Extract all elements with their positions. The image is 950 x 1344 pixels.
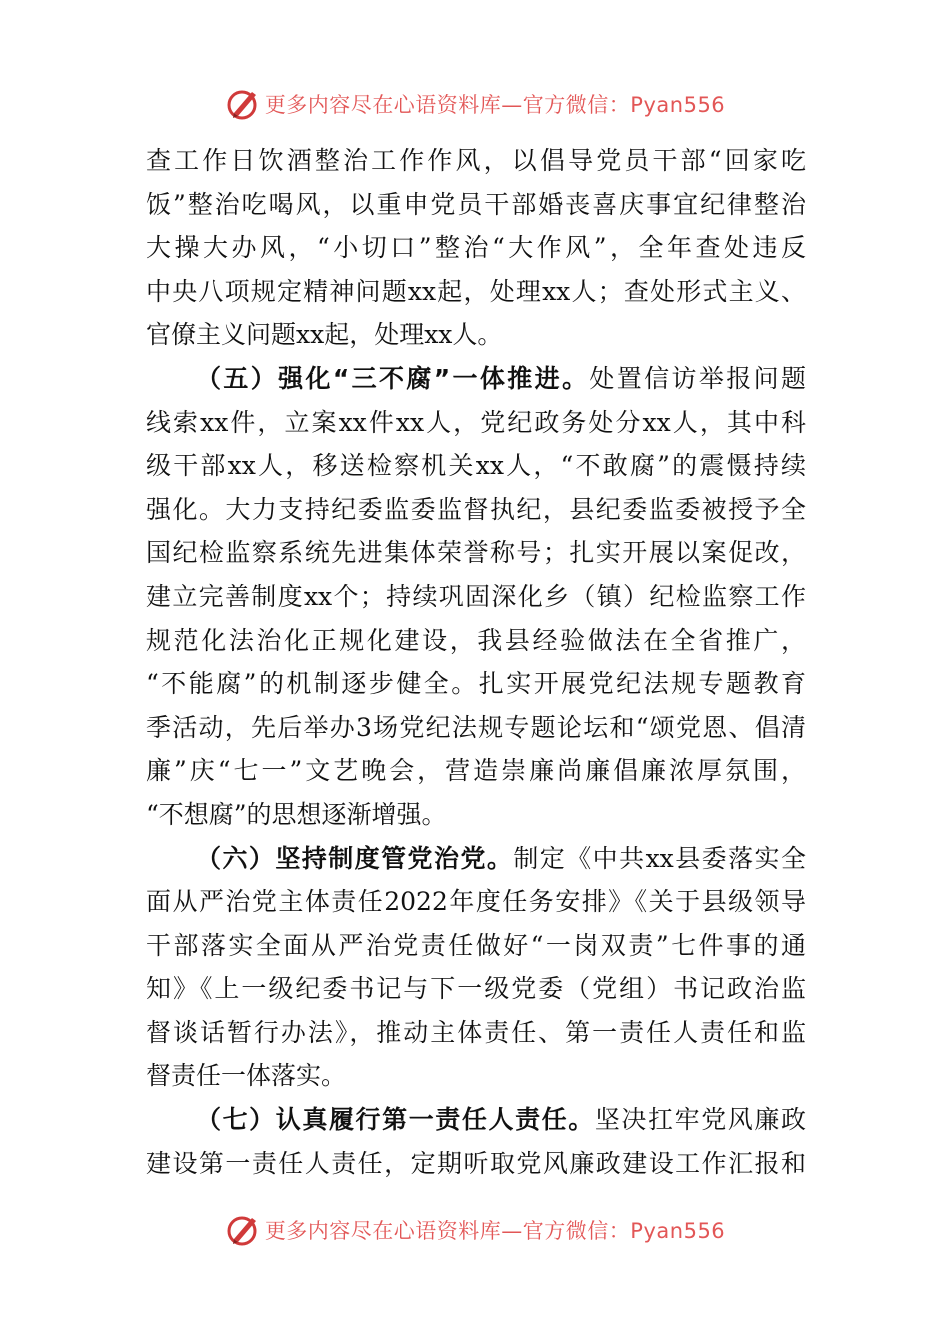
section-six-first-line xyxy=(146,837,806,881)
watermark-text: 更多内容尽在心语资料库—官方微信：Pyan556 xyxy=(264,93,726,117)
section-five-first-line xyxy=(146,357,806,401)
section-heading-seven: （七）认真履行第一责任人责任。 xyxy=(196,1105,595,1135)
text-line: 面从严治党主体责任2022年度任务安排》《关于县级领导 xyxy=(146,887,806,917)
pen-logo-icon xyxy=(225,86,261,122)
text-line: 大操大办风，“小切口”整治“大作风”，全年查处违反 xyxy=(146,233,806,263)
text-line: 饭”整治吃喝风，以重申党员干部婚丧喜庆事宜纪律整治 xyxy=(146,189,806,219)
watermark-header xyxy=(0,84,950,124)
text-line: “不想腐”的思想逐渐增强。 xyxy=(146,799,447,829)
section-text: 制定《中共xx县委落实全 xyxy=(513,843,806,873)
text-line: 官僚主义问题xx起，处理xx人。 xyxy=(146,320,503,350)
watermark-footer xyxy=(0,1210,950,1250)
watermark-text: 更多内容尽在心语资料库—官方微信：Pyan556 xyxy=(264,1219,726,1243)
text-line: 强化。大力支持纪委监委监督执纪，县纪委监委被授予全 xyxy=(146,494,806,524)
text-line: 国纪检监察系统先进集体荣誉称号；扎实开展以案促改， xyxy=(146,538,806,568)
section-text: 坚决扛牢党风廉政 xyxy=(594,1105,806,1135)
text-line: 中央八项规定精神问题xx起，处理xx人；查处形式主义、 xyxy=(146,276,806,306)
text-line: 知》《上一级纪委书记与下一级党委（党组）书记政治监 xyxy=(146,974,806,1004)
section-text: 处置信访举报问题 xyxy=(589,363,806,393)
text-line: 建设第一责任人责任，定期听取党风廉政建设工作汇报和 xyxy=(146,1148,806,1178)
text-line: 季活动，先后举办3场党纪法规专题论坛和“颂党恩、倡清 xyxy=(146,712,806,742)
text-line: 干部落实全面从严治党责任做好“一岗双责”七件事的通 xyxy=(146,930,806,960)
text-line: 规范化法治化正规化建设，我县经验做法在全省推广， xyxy=(146,625,806,655)
text-line: 级干部xx人，移送检察机关xx人，“不敢腐”的震慑持续 xyxy=(146,451,806,481)
pen-logo-icon xyxy=(225,1212,261,1248)
text-line: 督责任一体落实。 xyxy=(146,1061,347,1091)
text-line: 督谈话暂行办法》，推动主体责任、第一责任人责任和监 xyxy=(146,1017,806,1047)
section-heading-five: （五）强化“三不腐”一体推进。 xyxy=(196,363,590,393)
document-body xyxy=(146,139,806,1185)
section-heading-six: （六）坚持制度管党治党。 xyxy=(196,843,514,873)
text-line: 建立完善制度xx个；持续巩固深化乡（镇）纪检监察工作 xyxy=(146,581,806,611)
text-line: 廉”庆“七一”文艺晚会，营造崇廉尚廉倡廉浓厚氛围， xyxy=(146,756,806,786)
text-line: 线索xx件，立案xx件xx人，党纪政务处分xx人，其中科 xyxy=(146,407,806,437)
text-line: “不能腐”的机制逐步健全。扎实开展党纪法规专题教育 xyxy=(146,669,806,699)
section-seven-first-line xyxy=(146,1098,806,1142)
text-line: 查工作日饮酒整治工作作风，以倡导党员干部“回家吃 xyxy=(146,146,806,175)
